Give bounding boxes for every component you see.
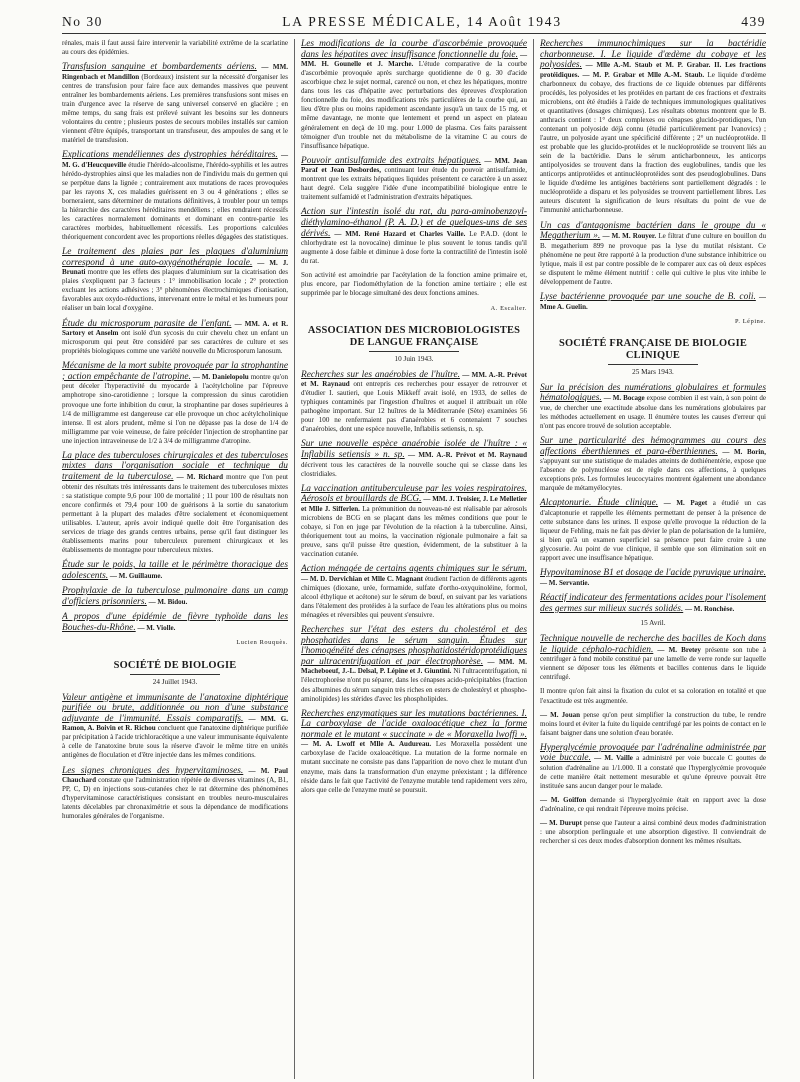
article-authors: — M. M. Rouyer. [602, 232, 657, 241]
article-authors: — M. Jouan [540, 710, 581, 719]
article-body: a administré per voie buccale C gouttes de solution d'adrénaline au 1/1.000. Il a constaté que l'hyperglycémie provoquée de cette manière était nettement mesurable et qu'une épreuve pouvait être instituée sans aucun danger pour le malade. [540, 754, 766, 790]
article-authors: — M. Richard [176, 472, 223, 481]
article-entry [62, 612, 288, 633]
article-body: Le liquide d'œdème charbonneux du cobaye, des fractions de ce liquide obtenues par différents procédés, les polyosides et les protéides en partant de ces fractions et d'extraits microbiens, ont été étudiés à l'aide de techniques immunologiques qualitatives et quantitatives (dosages chimiques). Les résultats obtenus montrent que le B. anthracis contient : 1° deux complexes ou cénapses glucido-protidiques, l'un contenant un polyoside déjà connu (étudié particulièrement par Ivanovics) ; l'autre, un polyoside ayant une spécificité différente ; 2° un nucléoprotéide. Il est probable que les glucido-protéides et le nucléoprotéide se trouvent liés au sein de la bactéridie. Dans le sérum anticharbonneux, les anticorps antipolyosides se trouvent dans la fraction des euglobulines, tandis que les anticorps antiprotéides et antinucléoprotéides sont des pseudoglobulines. Dans le liquide d'œdème les antigènes bactériens sont partiellement dégradés : le nucléoprotéide a disparu et les polyosides se trouvent partiellement libres. Les auteurs discutent la signification de leurs résultats du point de vue de l'immunité anticharbonneuse. [540, 70, 766, 215]
article-body: montre que les effets des plaques d'aluminium sur la cicatrisation des plaies s'expliquent par 3 facteurs : 1° immobilisation locale ; 2° protection excluant les actions adhésives ; 3° phénomènes électrochimiques d'ionisation, favorables aux oxydo-réductions, intervenant entre le métal et les humeurs pour réaliser un bain local d'oxygène. [62, 268, 288, 313]
article-body: La prémunition du nouveau-né est réalisable par aérosols microbiens de BCG en se plaçant dans les mêmes conditions que pour le cobaye, si l'on en juge par l'évolution de la réaction à la tuberculine. Ainsi, théoriquement tout au moins, la vaccination régionale pulmonaire a fait sa preuve, sans qu'il puisse être question, évidemment, de la substituer à la vaccination cutanée. [301, 504, 527, 559]
article-entry [540, 687, 766, 705]
article-entry [62, 62, 288, 145]
article-entry [301, 439, 527, 478]
article-entry [62, 319, 288, 357]
article-body: constate que l'administration répétée de diverses vitamines (A, B1, PP, C, D) en injections sous-cutanées chez le rat détermine des phénomènes d'hypervitaminose caractéristiques consistant en troubles neuro-musculaires latents décelables par chronaximétrie et sous la dépendance de modifications humorales générales de l'organisme. [62, 776, 288, 821]
article-title: A propos d'une épidémie de fièvre typhoïde dans les Bouches-du-Rhône. [62, 612, 288, 633]
article-body: montre qu'on peut déceler l'hyperactivité du myocarde à l'acétylcholine par l'épreuve amphotrope sino-carotidienne ; lorsque la compression du sinus carotidien provoque une forte inhibition du cœur, la strophantine par doses supérieures à 1/4 de milligramme est dangereuse car elle provoque un choc acétylcholinique intense. Il est alors prudent, même si l'on ne dépasse pas la dose de 1/4 de milligramme par voie veineuse, de faire précéder l'injection de strophantine par une injection intraveineuse de 1/2 à 3/4 de milligramme d'atropine. [62, 372, 289, 445]
article-body: montre que l'on peut obtenir des résultats très intéressants dans le traitement des tuberculoses mixtes : sa statistique compte 9,6 pour 100 de mortalité ; 11 pour 100 de résultats non encore confirmés et 79,4 pour 100 de guérisons à la sortie du sanatorium permettant à la plupart des malades d'être socialement et économiquement utilisables. L'auteur, après avoir indiqué quelle doit être l'organisation des services de triage des grands centres urbains, pense qu'il faut distinguer les établissements marins pour tuberculeux purement chirurgicaux et les établissements de montagne pour tuberculeux mixtes. [62, 472, 289, 554]
article-title: Sur une particularité des hémogrammes au cours des affections éberthiennes et para-éberthiennes. [540, 436, 766, 457]
article-body: s'appuyant sur une statistique de malades atteints de dothiénentérie, expose que l'absence de polynucléose est de règle dans ces affections, à quelques exceptions près. Les formules leucocytaires montrent également une abondance marquée de métamyélocytes. [540, 457, 766, 493]
article-body: ont entrepris ces recherches pour essayer de retrouver et d'étudier I. sautieri, que Louis Mikkeff avait isolé, en 1933, de selles de typhiques contaminés par l'ingestion d'huîtres et auquel il attribuait un rôle pathogène important. Sur 12 huîtres de la Méditerranée (Sète) examinées 56 pour 100 ne renfermaient pas d'anaérobies et 6 contenaient 7 souches d'anaérobies, dont une espèce nouvelle, Inflabilis setiensis, n. sp. [301, 380, 527, 434]
article-title: Transfusion sanguine et bombardements aériens. [62, 62, 257, 73]
article-title: Prophylaxie de la tuberculose pulmonaire dans un camp d'officiers prisonniers. [62, 586, 288, 607]
col3c-entries [540, 634, 766, 846]
article-body: décrivent tous les caractères de la nouvelle souche qui se classe dans les clostridiales. [301, 460, 527, 478]
article-authors: — M. Violle. [137, 623, 176, 632]
article-title: Hyperglycémie provoquée par l'adrénaline administrée par voie buccale. [540, 742, 766, 764]
article-body: Le filtrat d'une culture en bouillon du B. megatherium 899 ne provoque pas la lyse du mutilat résistant. Ce phénomène ne peut être rapporté à la production d'une substance inhibitrice ou lytique, mais il est par contre possible de le comparer aux cas où deux espèces se disputent le même élément nutritif : celle qui cultive le plus vite inhibe le développement de l'autre. [540, 232, 766, 286]
page-header [62, 14, 766, 34]
article-authors: — M. Goiffon [540, 796, 587, 805]
article-title: Action sur l'intestin isolé du rat, du para-aminobenzoyl-diéthylamino-éthanol (P. A. D.) et de quelques-uns de ses dérivés. [301, 207, 527, 239]
article-entry [62, 451, 288, 555]
col3b-entries [540, 383, 766, 614]
article-title: Sur la précision des numérations globulaires et formules hématologiques. [540, 382, 766, 404]
article-title: Mécanisme de la mort subite provoquée par la strophantine ; action empêchante de l'atropine. [62, 361, 288, 382]
article-body: Il montre qu'on fait ainsi la fixation du culot et sa coloration en totalité et que l'exactitude est très augmentée. [540, 687, 766, 705]
article-body: Les Moraxella possèdent une carboxylase de l'acide oxaloacétique. La mutation de la forme normale en mutant succinate ne consiste pas dans l'apparition de novo chez le mutant d'un enzyme, mais dans la transformation d'un enzyme préexistant ; la différence réside dans le fait que l'activité de l'enzyme mutable tend rapidement vers zéro, alors que celle de l'enzyme muté se poursuit. [301, 740, 527, 794]
article-authors: — M. Bocage [603, 394, 645, 403]
article-title: Un cas d'antagonisme bactérien dans le groupe du « Megatherium ». [540, 220, 766, 242]
col2-entries [301, 39, 527, 299]
section-heading: SOCIÉTÉ DE BIOLOGIE [113, 659, 237, 671]
article-authors: — MM. René Hazard et Charles Vaille. [334, 229, 466, 238]
column-3 [533, 39, 766, 1079]
article-entry [540, 292, 766, 312]
article-entry [540, 819, 766, 846]
article-entry [540, 743, 766, 791]
article-title: La vaccination antituberculeuse par les voies respiratoires. Aérosols et brouillards de BCG. [301, 483, 527, 505]
column-2 [294, 39, 533, 1079]
article-authors: — M. Ronchèse. [684, 604, 735, 613]
article-body: (Bordeaux) insistent sur la nécessité d'organiser les centres de transfusion pour faire face aux demandes massives que peuvent entraîner les bombardements aériens. Les premières transfusions sont mises en train d'urgence avec la réserve de sang universel conservé en glacière ; en même temps, du sang frais est prélevé suivant les besoins sur les donneurs volontaires du centre ; plusieurs postes de secours mobiles installés sur camion viennent d'être équipés, transportant un transfuseur, des ampoules de sang et le matériel de transfusion. [62, 72, 289, 145]
article-title: Le traitement des plaies par les plaques d'aluminium correspond à une auto-oxygénothérapie locale. [62, 247, 288, 268]
article-body: Le P.A.D. (dont le chlorhydrate est la novocaïne) diminue le plus souvent le tonus tandis qu'il augmente à dose faible et diminue à dose forte la contractilité de l'intestin isolé du rat. [301, 229, 527, 266]
article-authors: — MM. A. et R. Sartory et Anselm [62, 319, 288, 338]
article-entry [62, 766, 288, 822]
article-authors: — M. Bidou. [148, 597, 188, 606]
page-number: 439 [741, 14, 766, 29]
article-authors: — MM. A.-R. Prévot et M. Raynaud [408, 451, 527, 460]
article-entry [62, 150, 288, 242]
article-title: Technique nouvelle de recherche des bacilles de Koch dans le liquide céphalo-rachidien. [540, 634, 766, 655]
text-columns [62, 39, 766, 1079]
article-entry [301, 39, 527, 151]
article-title: Pouvoir antisulfamide des extraits hépatiques. [301, 155, 482, 166]
article-authors: — Mlle A.-M. Staub et M. P. Grabar. II. Les fractions protéidiques. — M. P. Grabar et Mlle A.-M. Staub. [540, 61, 766, 79]
article-entry [62, 361, 288, 446]
article-entry [540, 221, 766, 287]
article-body: Son activité est amoindrie par l'acétylation de la fonction amine primaire et, plus encore, par l'iodométhylation de la fonction amine tertiaire ; elle est supprimée par le blocage simultané des deux fonctions amines. [301, 271, 527, 298]
article-authors: — M. G. d'Heucqueville [62, 151, 288, 169]
article-title: Étude du microsporum parasite de l'enfant. [62, 318, 232, 329]
article-body: pense qu'on peut simplifier la construction du tube, le rendre moins lourd et éviter la fuite du liquide centrifugé par les points de contact en le faisant baigner dans une solution d'eau boratée. [540, 710, 766, 737]
article-authors: — Mme A. Guelin. [540, 292, 766, 311]
article-entry [540, 383, 766, 431]
article-entry [540, 711, 766, 738]
article-authors: — MM. Jean Paraf et Jean Desbordes, [301, 156, 527, 175]
article-authors: — M. Paget [663, 499, 708, 508]
article-title: Action ménagée de certains agents chimiques sur le sérum. [301, 564, 527, 575]
article-authors: — MM. G. Ramon, A. Boivin et R. Richou [62, 714, 288, 733]
article-entry [301, 370, 527, 435]
article-entry [62, 39, 288, 57]
article-entry [301, 625, 527, 704]
article-authors: — MM. J. Troisier, J. Le Melletier et Mlle J. Sifferlen. [301, 495, 527, 513]
article-body: demande si l'hyperglycémie était en rapport avec la dose d'adrénaline, ce qui rendrait l'épreuve moins précise. [540, 796, 766, 814]
article-entry [301, 709, 527, 795]
article-body: ont isolé d'un sycosis du cuir chevelu chez un enfant un microsporum qui peut être considéré par ses caractères de culture et ses propriétés biologiques comme une variété nouvelle du Microsporum lanosum. [62, 329, 288, 356]
article-title: Les signes chroniques des hypervitaminoses. [62, 765, 244, 776]
article-entry [62, 560, 288, 581]
article-title: Les modifications de la courbe d'ascorbémie provoquée dans les hépatites avec insuffisance fonctionnelle du foie. [301, 39, 527, 60]
section-heading: SOCIÉTÉ FRANÇAISE DE BIOLOGIE CLINIQUE [559, 337, 747, 361]
article-entry [301, 271, 527, 298]
section-rule [369, 351, 459, 352]
col1b-entries [62, 693, 288, 822]
col3-entries [540, 39, 766, 312]
article-entry [62, 586, 288, 607]
article-title: Recherches enzymatiques sur les mutations bactériennes. I. La carboxylase de l'acide oxaloacétique chez la forme normale et le mutant « succinate » de « Moraxella lwoffi ». [301, 708, 527, 740]
issue-number: No 30 [62, 14, 103, 29]
article-authors: — M. J. Brunati [62, 258, 288, 277]
section-rule [130, 674, 220, 675]
article-authors: — MM. A.-R. Prévot et M. Raynaud [301, 370, 527, 389]
article-body: présente son tube à centrifuger à fond mobile constitué par une lamelle de verre ronde sur laquelle viennent se déposer tous les éléments et bacilles contenus dans le liquide centrifugé. [540, 645, 766, 682]
article-authors: — M. Danielopolu [192, 372, 249, 381]
article-body: expose combien il est vain, à son point de vue, de chercher une exactitude absolue dans les numérations globulaires par les méthodes actuellement en usage. Il énumère toutes les causes d'erreur qui n'ont pas encore trouvé de solution acceptable. [540, 394, 766, 430]
article-title: Réactif indicateur des fermentations acides pour l'isolement des germes sur milieux sucrés solidés. [540, 592, 766, 614]
article-title: Explications mendéliennes des dystrophies héréditaires. [62, 150, 278, 161]
session-date: 24 Juillet 1943. [152, 677, 198, 686]
article-title: Recherches immunochimiques sur la bactéridie charbonneuse. I. Le liquide d'œdème du cobaye et les polyosides. [540, 39, 766, 71]
col1-entries [62, 39, 288, 633]
session-date: 15 Avril. [640, 619, 666, 628]
section-rule [608, 364, 698, 365]
article-entry [540, 568, 766, 588]
article-entry [62, 247, 288, 313]
session-date: 25 Mars 1943. [632, 367, 674, 376]
column-1 [62, 39, 294, 1079]
signature: A. Escalier. [490, 304, 527, 312]
section-heading: ASSOCIATION DES MICROBIOLOGISTES DE LANGUE FRANÇAISE [307, 324, 521, 348]
article-entry [301, 156, 527, 203]
article-authors: — M. Guillaume. [109, 571, 163, 580]
article-title: La place des tuberculoses chirurgicales et des tuberculoses mixtes dans l'organisation sociale et technique du traitement de la tuberculose. [62, 450, 288, 482]
article-entry [540, 593, 766, 614]
article-title: Valeur antigène et immunisante de l'anatoxine diphtérique purifiée ou brute, additionnée ou non d'une substance adjuvante de l'immunité. Essais comparatifs. [62, 692, 288, 724]
article-entry [540, 39, 766, 216]
article-body: a étudié un cas d'alcaptonurie et rappelle les éléments permettant de penser à la présence de cette substance dans les urines. Il expose qu'elle provoque la réduction de la liqueur de Fehling, mais ne fait pas dévier le plan de polarisation de la lumière, si bien qu'à un examen superficiel sa présence peut faire croire à une glycosurie. Au point de vue clinique, il semble que son élimination soit en rapport avec une insuffisance hépatique. [540, 499, 766, 563]
article-entry [62, 693, 288, 761]
article-title: Lyse bactérienne provoquée par une souche de B. coli. [540, 291, 756, 302]
article-title: Recherches sur les anaérobies de l'huître. [301, 369, 460, 380]
article-body: concluent que l'anatoxine diphtérique purifiée par précipitation à l'acide trichloracétique a une valeur immunisante équivalente à celle de l'anatoxine brute sous la réserve d'avoir le même titre en unités antigènes de floculation et d'être injectée dans les mêmes conditions. [62, 724, 289, 760]
article-title: Étude sur le poids, la taille et le périmètre thoracique des adolescents. [62, 559, 288, 581]
article-body: étudie l'hérédo-alcoolisme, l'hérédo-syphilis et les autres hérédo-dystrophies ainsi que les maladies non de l'individu mais du germen qui se perpétue dans la lignée ; contrairement aux mutations de races provoquées par les rayons X, ces maladies guérissent en 3 ou 4 générations ; elles se borneraient, sans déterminer de mutations définitives, à troubler pour un temps la hiérarchie des caractères héréditaires mendéliens ; elles rendraient récessifs les caractères normalement dominants et dominant en contre-partie les caractères morbides, habituellement récessifs. Les proportions calculées théoriquement concordent avec les proportions réelles dégagées des statistiques. [62, 160, 289, 242]
article-title: Sur une nouvelle espèce anaérobie isolée de l'huître : « Inflabilis setiensis » n. sp. [301, 439, 527, 461]
session-date: 10 Juin 1943. [394, 354, 434, 363]
article-authors: — M. Borin, [722, 447, 766, 456]
article-body: L'étude comparative de la courbe d'ascorbémie provoquée après surcharge quotidienne de 0 g. 30 d'acide ascorbique chez le sujet normal, carencé ou non, et chez les hépatiques, montre dans tous les cas d'hépatite avec perturbations des épreuves d'exploration fonctionnelle du foie, des modifications très particulières de la courbe qui, au lieu d'être plus ou moins rapidement ascendante jusqu'à un taux de 15 mg. et même davantage, ne monte que lentement et prend un aspect en plateau généralement en deçà de 10 mg. pour 1.000 de plasma. Ces faits paraissent témoigner d'un trouble net du métabolisme de la vitamine C au cours de l'insuffisance hépatique. [301, 60, 527, 150]
article-body: étudient l'action de différents agents chimiques (dioxane, urée, formamide, sulfate d'ortho-oxyquinoléine, formol, alcool éthylique et acétone) sur le sérum de bœuf, en suivant par les variations dans l'étalement des protéides à la surface de l'eau les altérations plus ou moins ménagées et réversibles qui peuvent s'ensuivre. [301, 574, 527, 619]
col2b-entries [301, 370, 527, 795]
article-title: Recherches sur l'état des esters du cholestérol et des phosphatides dans le sérum sanguin. Études sur l'homogénéité des cénapses phosphatidostéridoprotéidiques par ultracentrifugation et par électrophorèse. [301, 625, 527, 667]
article-entry [540, 796, 766, 814]
article-authors: — M. A. Lwoff et Mlle A. Audureau. [301, 740, 432, 749]
article-authors: — M. Servantie. [540, 578, 590, 587]
article-entry [301, 484, 527, 559]
article-entry [540, 436, 766, 493]
article-entry [301, 207, 527, 266]
article-entry [540, 634, 766, 682]
signature: P. Lépine. [734, 317, 766, 325]
journal-title: LA PRESSE MÉDICALE, 14 Août 1943 [282, 14, 562, 29]
article-authors: — M. Paul Chauchard [62, 766, 288, 785]
article-authors: — M. Vaille [594, 754, 633, 763]
article-authors: — MM. Ringenbach et Mandillon [62, 63, 288, 81]
article-authors: — M. D. Dervichian et Mlle C. Magnant [301, 574, 424, 583]
article-body: rénales, mais il faut aussi faire intervenir la variabilité extrême de la scarlatine au cours des épidémies. [62, 39, 288, 57]
article-body: continuant leur étude du pouvoir antisulfamide, montrent que les extraits hépatiques liquides présentent ce caractère à un assez haut degré. Cela suggère l'idée d'une incompatibilité biologique entre le traitement sulfamidé et l'administration d'extraits hépatiques. [301, 166, 527, 202]
article-authors: — MM. M. Macheboeuf, J.-L. Delsal, P. Lépine et J. Giuntini. [301, 657, 527, 676]
signature: Lucien Rouquès. [236, 639, 288, 647]
article-entry [301, 564, 527, 620]
article-authors: — M. Durupt [540, 819, 582, 828]
article-title: Hypovitaminose B1 et dosage de l'acide pyruvique urinaire. [540, 568, 766, 579]
article-body: Ni l'ultracentrifugation, ni l'électrophorèse n'ont pu séparer, dans les cénapses acido-précipitables (fraction des albumines du sérum sanguin très riches en esters de cholestéryl et phospho-aminolipides) les stérides d'avec les phospholipides. [301, 667, 528, 703]
article-entry [540, 498, 766, 563]
article-title: Alcaptonurie. Étude clinique. [540, 498, 659, 509]
article-authors: — M. Bretey [657, 645, 701, 654]
article-body: pense que l'auteur a ainsi combiné deux modes d'administration : une absorption perlinguale et une absorption digestive. Il conviendrait de rechercher si ces deux modes d'absorption donnent les mêmes résultats. [540, 819, 766, 846]
article-authors: — MM. H. Gounelle et J. Marche. [301, 50, 527, 69]
